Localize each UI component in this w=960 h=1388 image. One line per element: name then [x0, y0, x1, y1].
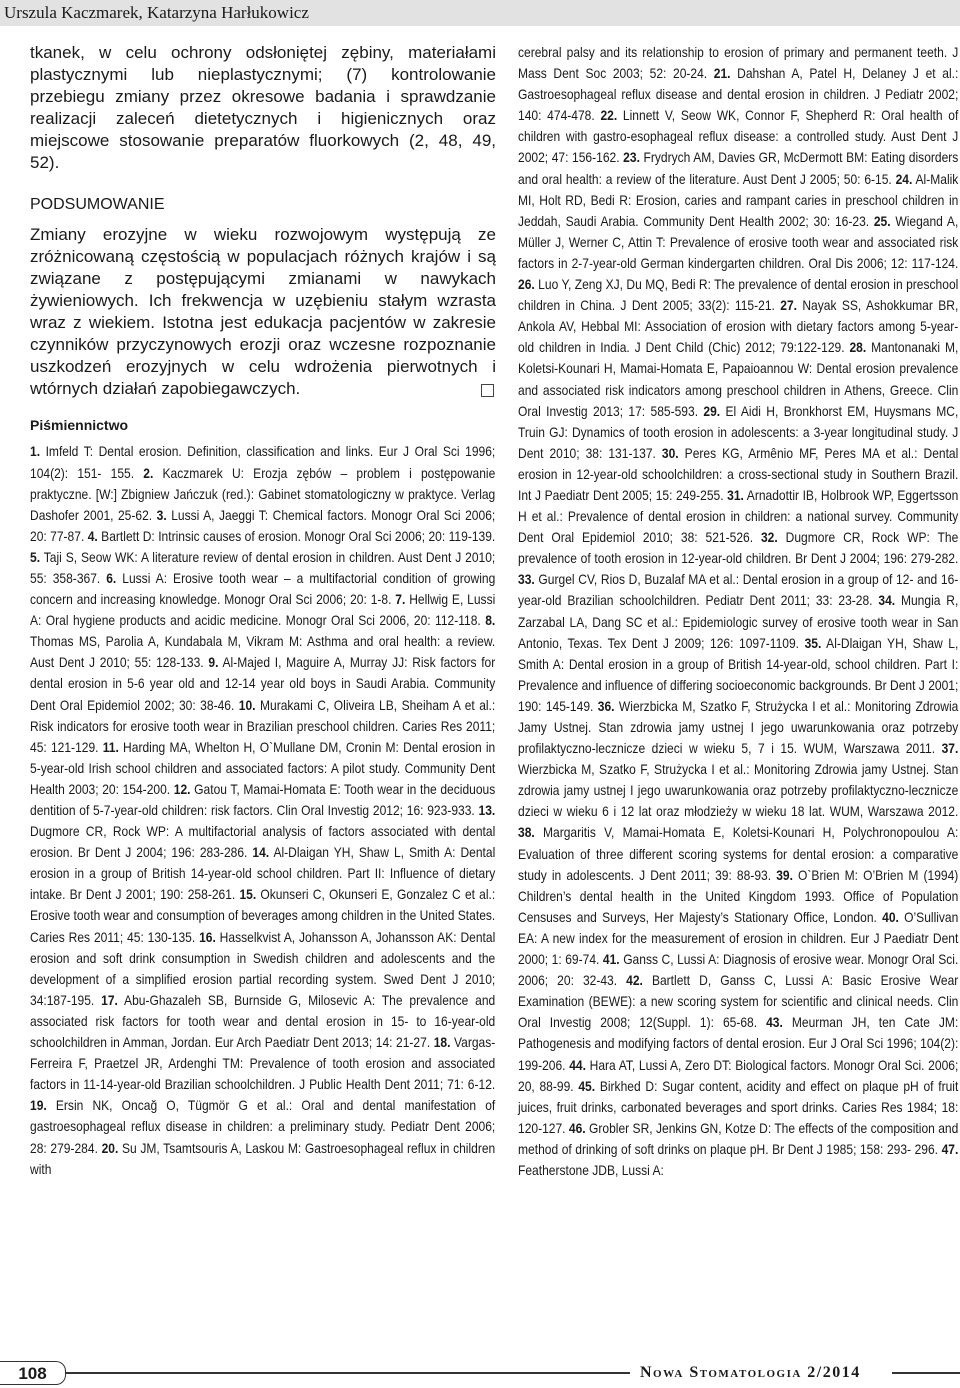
reference-number: 42. [626, 972, 643, 989]
summary-paragraph [30, 224, 496, 401]
reference-text: Lussi A, Jaeggi T: Chemical factors. Monogr Oral Sci 2006; 20: 77-87. [30, 506, 496, 544]
left-body [30, 42, 496, 400]
reference-text: Su JM, Tsamtsouris A, Laskou M: Gastroesophageal reflux in children with [30, 1139, 496, 1177]
reference-number: 44. [569, 1056, 586, 1073]
reference-number: 34. [878, 592, 896, 609]
reference-number: 7. [395, 591, 406, 608]
intro-paragraph: tkanek, w celu ochrony odsłoniętej zębiny, materiałami plastycznymi lub nieplastycznymi; (7) kontrolowanie przebiegu zmiany przez okresowe badania i sprawdzanie realizacji zaleceń dietetycznych i higienicznych oraz miejscowe stosowanie preparatów fluorkowych (2, 48, 49, 52). [30, 43, 496, 173]
reference-text: Harding MA, Whelton H, O`Mullane DM, Cronin M: Dental erosion in 5-year-old Irish school children and associated factors: A pilot study. Community Dent Health 2003; 20: 154-200. [30, 738, 496, 797]
reference-number: 21. [713, 65, 731, 82]
left-column [30, 42, 496, 1180]
reference-text: Gurgel CV, Rios D, Buzalaf MA et al.: Dental erosion in a group of 12- and 16-year-old Brazilian schoolchildren. Pediatr Dent 2011; 33: 23-28. [518, 571, 959, 609]
reference-number: 23. [623, 149, 640, 166]
reference-text: Kaczmarek U: Erozja zębów – problem i postępowanie praktyczne. [W:] Zbigniew Jańczuk (red.): Gabinet stomatologiczny w praktyce. Verlag Dashofer 2001, 25-62. [30, 464, 496, 523]
reference-number: 3. [156, 506, 167, 523]
reference-text: Bartlett D, Ganss C, Lussi A: Basic Erosive Wear Examination (BEWE): a new scoring system for scientific and clinical needs. Clin Oral Investig 2008; 12(Suppl. 1): 65-68. [518, 972, 959, 1031]
reference-number: 22. [600, 107, 618, 124]
reference-number: 30. [661, 444, 679, 461]
reference-text: Featherstone JDB, Lussi A: [518, 1161, 664, 1178]
reference-text: Vargas-Ferreira F, Praetzel JR, Ardenghi TM: Prevalence of tooth erosion and associated factors in 11-14-year-old Brazilian schoolchildren. J Public Health Dent 2011; 71: 6-12. [30, 1034, 496, 1093]
reference-number: 16. [199, 928, 216, 945]
reference-text: Arnadottir IB, Holbrook WP, Eggertsson H et al.: Prevalence of dental erosion in children: a national survey. Community Dent Oral Epidemiol 2010; 38: 521-526. [518, 486, 959, 546]
right-column [518, 42, 959, 1181]
reference-text: Imfeld T: Dental erosion. Definition, classification and links. Eur J Oral Sci 1996; 104(2): 151- 155. [30, 443, 496, 481]
reference-number: 24. [895, 170, 913, 187]
reference-text: Meurman JH, ten Cate JM: Pathogenesis and modifying factors of dental erosion. Eur J Oral Sci 1996; 104(2): 199-206. [518, 1014, 959, 1073]
reference-number: 40. [882, 908, 899, 925]
reference-number: 8. [485, 612, 496, 629]
reference-number: 41. [602, 951, 620, 968]
reference-number: 39. [776, 866, 793, 883]
reference-text: Okunseri C, Okunseri E, Gonzalez C et al.: Erosive tooth wear and consumption of beverages among children in the United States. Caries Res 2011; 45: 130-135. [30, 886, 496, 945]
end-of-article-square-icon [481, 384, 494, 397]
reference-number: 36. [597, 697, 615, 714]
journal-name: Nowa Stomatologia 2/2014 [640, 1364, 861, 1381]
reference-number: 9. [208, 654, 219, 671]
reference-text: Mungia R, Zarzabal LA, Dang SC et al.: Epidemiologic survey of erosive tooth wear in San Antonio, Texas. Tex Dent J 2009; 126: 1097-1109. [518, 592, 959, 651]
reference-text: Grobler SR, Jenkins GN, Kotze D: The effects of the composition and method of drinking of soft drinks on plaque pH. Br Dent J 1985; 158: 293- 296. [518, 1119, 959, 1157]
reference-text: Al-Malik MI, Holt RD, Bedi R: Erosion, caries and rampant caries in preschool children in Jeddah, Saudi Arabia. Community Dent Health 2002; 30: 16-23. [518, 170, 959, 229]
reference-text: O`Brien M: O’Brien M (1994) Children’s dental health in the United Kingdom 1993. Office of Population Censuses and Surveys, Her Majesty’s Stationary Office, London. [518, 866, 959, 925]
reference-number: 26. [518, 276, 535, 293]
reference-number: 47. [941, 1140, 959, 1157]
page-footer [0, 1361, 960, 1385]
reference-number: 11. [102, 738, 119, 755]
reference-number: 5. [30, 548, 41, 565]
references-heading: Piśmiennictwo [30, 417, 129, 434]
reference-text: Hasselkvist A, Johansson A, Johansson AK: Dental erosion and soft drink consumption in Swedish children and adolescents and the development of a simplified erosion partial recording system. Swed Dent J 2010; 34:187-195. [30, 928, 496, 1008]
reference-number: 13. [478, 802, 496, 818]
reference-text: Dugmore CR, Rock WP: The prevalence of tooth erosion in 12-year-old children. Br Dent J 2004; 196: 279-282. [518, 529, 959, 567]
reference-text: Taji S, Seow WK: A literature review of dental erosion in children. Aust Dent J 2010; 55: 358-367. [30, 548, 496, 586]
reference-number: 27. [780, 297, 797, 314]
reference-text: Margaritis V, Mamai-Homata E, Koletsi-Kounari H, Polychronopoulou A: Evaluation of three different scoring systems for dental erosion: a comparative study in adolescents. J Dent 2011; 39: 88-93. [518, 824, 959, 883]
reference-number: 46. [568, 1119, 586, 1136]
reference-number: 17. [101, 991, 118, 1008]
reference-text: Nayak SS, Ashokkumar BR, Ankola AV, Hebbal MI: Association of erosion with dietary factors among 5-year-old children in India. J Dent Child (Chic) 2012; 79:122-129. [518, 297, 959, 356]
reference-text: Al-Dlaigan YH, Shaw L, Smith A: Dental erosion in a group of British 14-year-old, school children. Part I: Prevalence and influence of differing socioeconomic backgrounds. Br Dent J 2001; 190: 145-149. [518, 634, 959, 714]
reference-number: 20. [101, 1139, 119, 1156]
reference-text: Ganss C, Lussi A: Diagnosis of erosive wear. Monogr Oral Sci. 2006; 20: 32-43. [518, 951, 959, 989]
reference-text: Mantonanaki M, Koletsi-Kounari H, Mamai-Homata E, Papaioannou W: Dental erosion prevalence and associated risk indicators among preschool children in Athens, Greece. Clin Oral Investig 2013; 17: 585-593. [518, 339, 959, 419]
reference-text: Al-Dlaigan YH, Shaw L, Smith A: Dental erosion in a group of British 14-year-old school children. Part II: Influence of dietary intake. Br Dent J 2001; 190: 258-261. [30, 844, 496, 903]
reference-text: Al-Majed I, Maguire A, Murray JJ: Risk factors for dental erosion in 5-6 year old and 12-14 year old boys in Saudi Arabia. Community Dent Oral Epidemiol 2002; 30: 38-46. [30, 654, 496, 713]
reference-text: Birkhed D: Sugar content, acidity and effect on plaque pH of fruit juices, fruit drinks, carbonated beverages and sport drinks. Caries Res 1984; 18: 120-127. [518, 1077, 959, 1136]
reference-continued: cerebral palsy and its relationship to erosion of primary and permanent teeth. J Mass Dent Soc 2003; 52: 20-24. [518, 44, 959, 82]
reference-text: Thomas MS, Parolia A, Kundabala M, Vikram M: Asthma and oral health: a review. Aust Dent J 2010; 55: 128-133. [30, 633, 496, 671]
reference-text: Hara AT, Lussi A, Zero DT: Biological factors. Monogr Oral Sci. 2006; 20, 88-99. [518, 1056, 959, 1094]
footer-rule-left [66, 1372, 630, 1374]
reference-number: 25. [873, 212, 891, 229]
reference-text: O’Sullivan EA: A new index for the measurement of erosion in children. Eur J Paediatr Dent 2000; 1: 69-74. [518, 908, 959, 968]
reference-number: 29. [703, 402, 721, 419]
reference-text: Peres KG, Armênio MF, Peres MA et al.: Dental erosion in 12-year-old schoolchildren: a cross-sectional study in Southern Brazil. Int J Paediatr Dent 2005; 15: 249-255. [518, 444, 959, 503]
reference-number: 10. [238, 696, 256, 713]
reference-text: Dahshan A, Patel H, Delaney J et al.: Gastroesophageal reflux disease and dental erosion in children. J Pediatr 2002; 140: 474-478. [518, 65, 959, 124]
reference-number: 45. [578, 1077, 596, 1094]
reference-number: 33. [518, 571, 535, 588]
reference-text: Hellwig E, Lussi A: Oral hygiene products and acidic medicine. Monogr Oral Sci 2006, 20: 112-118. [30, 591, 496, 629]
reference-text: Lussi A: Erosive tooth wear – a multifactorial condition of growing concern and increasing knowledge. Monogr Oral Sci 2006; 20: 1-8. [30, 569, 496, 608]
reference-text: Dugmore CR, Rock WP: A multifactorial analysis of factors associated with dental erosion. Br Dent J 2004; 196: 283-286. [30, 823, 496, 861]
reference-number: 15. [239, 886, 257, 903]
reference-number: 12. [173, 780, 191, 797]
section-heading: PODSUMOWANIE [30, 195, 165, 213]
reference-text: Abu-Ghazaleh SB, Burnside G, Milosevic A: The prevalence and associated risk factors for tooth wear and dental erosion in 15- to 16-year-old schoolchildren in Amman, Jordan. Eur Arch Paediatr Dent 2013; 14: 21-27. [30, 991, 496, 1051]
reference-number: 4. [87, 527, 98, 544]
reference-number: 1. [30, 443, 41, 460]
reference-number: 32. [760, 529, 778, 546]
reference-number: 38. [518, 824, 535, 841]
reference-number: 18. [433, 1034, 451, 1051]
footer-rule-right [892, 1372, 960, 1374]
reference-number: 37. [941, 740, 959, 757]
summary-text: Zmiany erozyjne w wieku rozwojowym występują ze zróżnicowaną częstością w populacjach różnych krajów i są związane z postępującymi zmianami w nawykach żywieniowych. Ich frekwencja w uzębieniu stałym wzrasta wraz z wiekiem. Istotna jest edukacja pacjentów w zakresie czynników przyczynowych erozji oraz wczesne rozpoznanie uszkodzeń erozyjnych w celu wdrożenia pierwotnych i wtórnych działań zapobiegawczych. [30, 224, 496, 399]
reference-text: Bartlett D: Intrinsic causes of erosion. Monogr Oral Sci 2006; 20: 119-139. [97, 527, 496, 544]
reference-text: El Aidi H, Bronkhorst EM, Huysmans MC, Truin GJ: Dynamics of tooth erosion in adolescents: a 3-year longitudinal study. J Dent 2010; 38: 131-137. [518, 402, 959, 461]
reference-number: 35. [804, 634, 822, 651]
reference-text: Luo Y, Zeng XJ, Du MQ, Bedi R: The prevalence of dental erosion in preschool children in China. J Dent 2005; 33(2): 115-21. [518, 276, 959, 314]
reference-text: Linnett V, Seow WK, Connor F, Shepherd R: Oral health of children with gastro-esophageal reflux disease: a controlled study. Aust Dent J 2002; 47: 156-162. [518, 107, 959, 166]
reference-text: Ersin NK, Oncağ O, Tügmör G et al.: Oral and dental manifestation of gastroesophageal reflux disease in children: a preliminary study. Pediatr Dent 2006; 28: 279-284. [30, 1097, 496, 1156]
reference-number: 14. [252, 844, 270, 861]
references-left [30, 441, 495, 1179]
reference-number: 2. [143, 464, 154, 481]
running-header [0, 0, 960, 26]
reference-text: Wierzbicka M, Szatko F, Strużycka I et al.: Monitoring Zdrowia Jamy Ustnej. Stan zdrowia jamy ustnej I jego uwarunkowania oraz potrzeby profilaktyczno-lecznicze dzieci w wieku 5, 7 i 15. WUM, Warszawa 2011. [518, 697, 959, 757]
reference-text: Wierzbicka M, Szatko F, Strużycka I et al.: Monitoring Zdrowia jamy Ustnej. Stan zdrowia jamy ustnej I jego uwarunkowania oraz potrzeby profilaktyczno-lecznicze dzieci w wieku 6 i 12 lat oraz młodzieży w wieku 18 lat. WUM, Warszawa 2012. [518, 761, 959, 820]
reference-number: 43. [766, 1014, 783, 1031]
reference-number: 28. [849, 339, 867, 356]
reference-text: Frydrych AM, Davies GR, McDermott BM: Eating disorders and oral health: a review of the literature. Aust Dent J 2005; 50: 6-15. [518, 149, 959, 187]
reference-text: Wiegand A, Müller J, Werner C, Attin T: Prevalence of erosive tooth wear and associated risk factors in 2-7-year-old German kindergarten children. Oral Dis 2006; 12: 117-124. [518, 212, 959, 271]
reference-number: 31. [727, 486, 744, 503]
reference-text: Gatou T, Mamai-Homata E: Tooth wear in the deciduous dentition of 5-7-year-old children: risk factors. Clin Oral Investig 2012; 16: 923-933. [30, 780, 496, 818]
header-authors: Urszula Kaczmarek, Katarzyna Harłukowicz [4, 3, 309, 22]
reference-number: 19. [30, 1097, 47, 1114]
reference-text: Murakami C, Oliveira LB, Sheiham A et al.: Risk indicators for erosive tooth wear in Brazilian preschool children. Caries Res 2011; 45: 121-129. [30, 696, 496, 755]
page-number: 108 [0, 1361, 66, 1385]
reference-number: 6. [106, 569, 117, 586]
references-right [518, 42, 958, 1181]
